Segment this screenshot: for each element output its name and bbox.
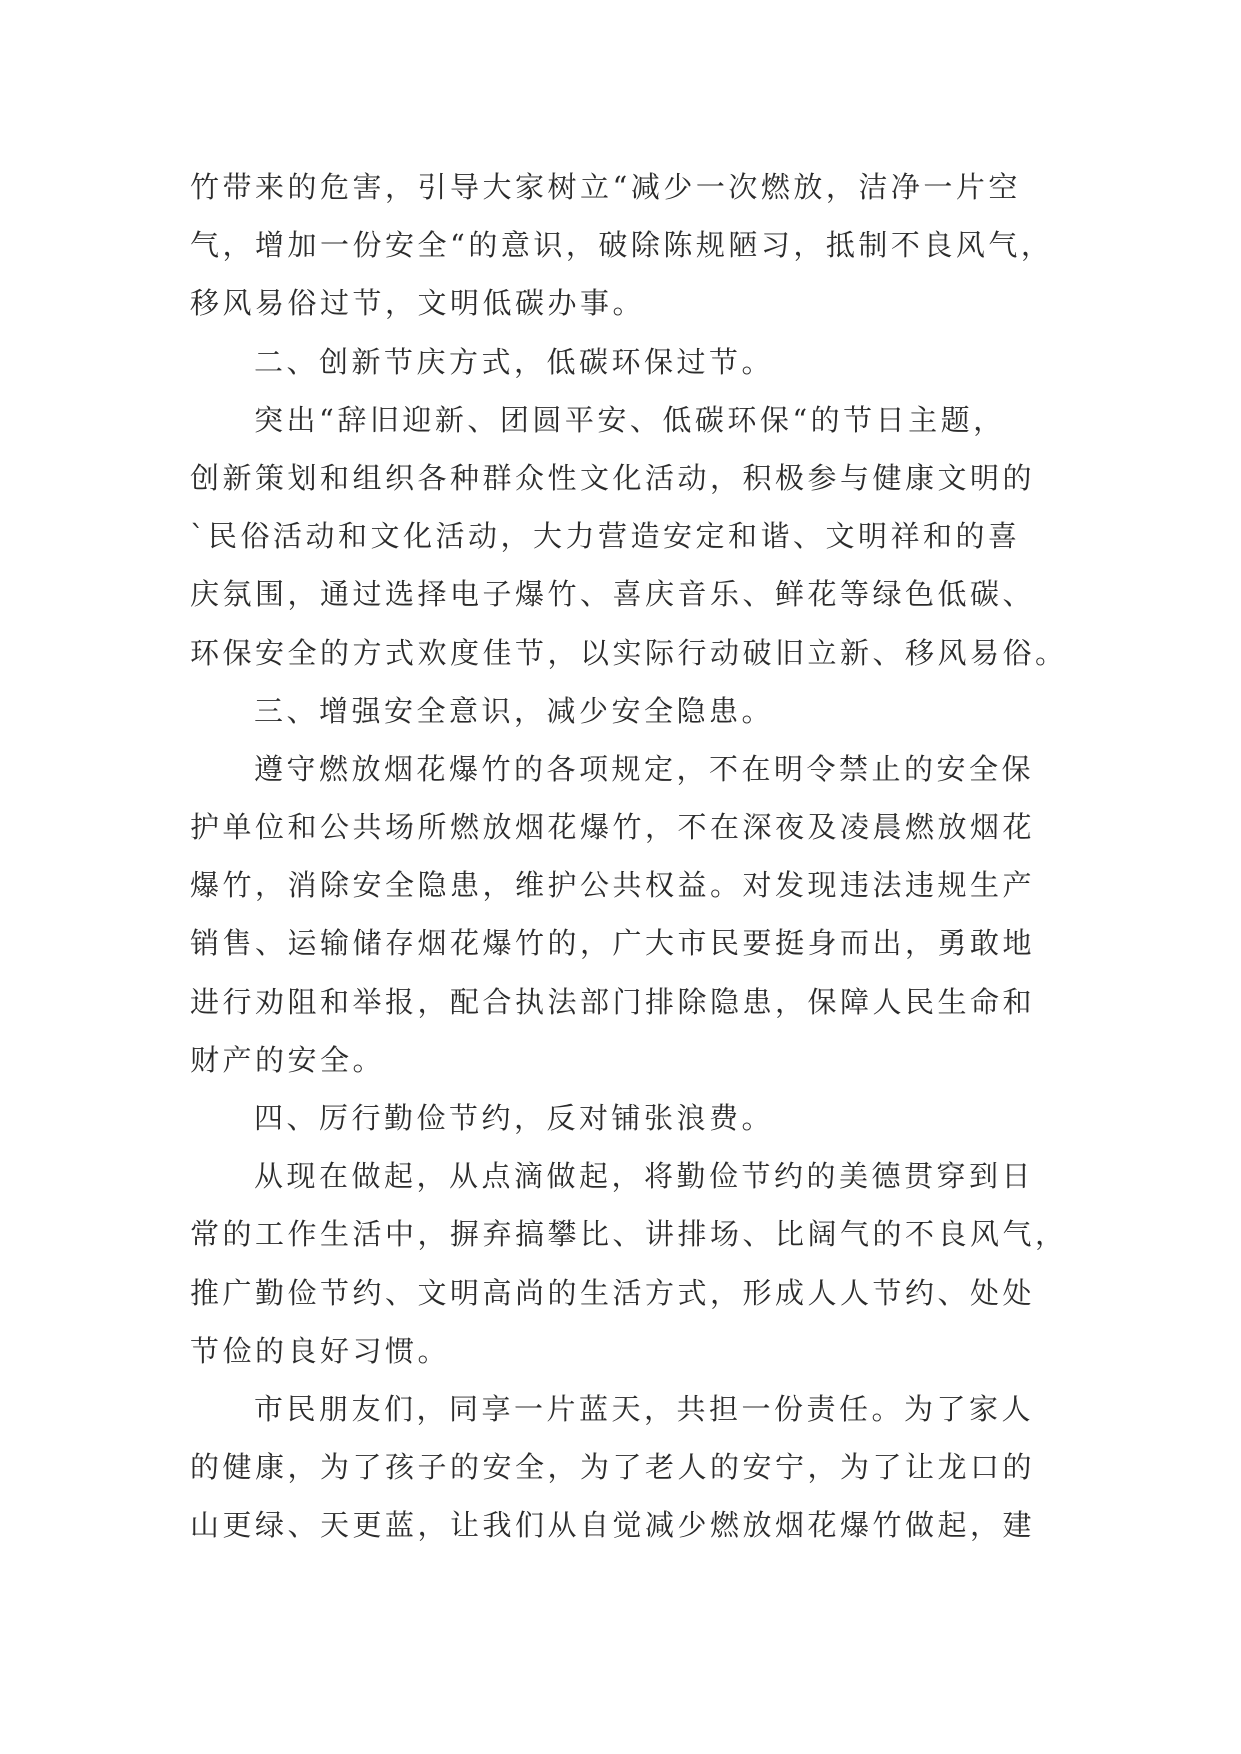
text-line: 移风易俗过节，文明低碳办事。 [190,286,646,321]
text-line: 二、创新节庆方式，低碳环保过节。 [254,344,775,379]
text-line: 爆竹，消除安全隐患，维护公共权益。对发现违法违规生产 [190,868,1036,903]
text-line: 市民朋友们，同享一片蓝天，共担一份责任。为了家人 [254,1391,1035,1426]
text-line: 推广勤俭节约、文明高尚的生活方式，形成人人节约、处处 [190,1275,1036,1310]
text-line: 常的工作生活中，摒弃搞攀比、讲排场、比阔气的不良风气， [190,1217,1068,1252]
text-line: 庆氛围，通过选择电子爆竹、喜庆音乐、鲜花等绿色低碳、 [190,577,1036,612]
text-line: 四、厉行勤俭节约，反对铺张浪费。 [254,1101,775,1135]
text-line: 销售、运输储存烟花爆竹的，广大市民要挺身而出，勇敢地 [190,926,1036,961]
text-line: 山更绿、天更蓝，让我们从自觉减少燃放烟花爆竹做起，建 [190,1508,1036,1543]
text-line: 气，增加一份安全“的意识，破除陈规陋习，抵制不良风气， [190,228,1054,263]
text-line: 创新策划和组织各种群众性文化活动，积极参与健康文明的 [190,460,1036,495]
document-body [190,158,1070,1555]
text-line: 遵守燃放烟花爆竹的各项规定，不在明令禁止的安全保 [254,751,1035,786]
text-line: `民俗活动和文化活动，大力营造安定和谐、文明祥和的喜 [190,519,1021,554]
text-line: 从现在做起，从点滴做起，将勤俭节约的美德贯穿到日 [254,1159,1035,1194]
text-line: 三、增强安全意识，减少安全隐患。 [254,693,775,728]
text-line: 的健康，为了孩子的安全，为了老人的安宁，为了让龙口的 [190,1450,1036,1485]
text-line: 环保安全的方式欢度佳节，以实际行动破旧立新、移风易俗。 [190,635,1068,670]
text-line: 财产的安全。 [190,1042,386,1077]
text-line: 护单位和公共场所燃放烟花爆竹，不在深夜及凌晨燃放烟花 [190,810,1036,845]
text-line: 进行劝阻和举报，配合执法部门排除隐患，保障人民生命和 [190,984,1036,1019]
text-line: 竹带来的危害，引导大家树立“减少一次燃放，洁净一片空 [190,170,1021,204]
text-line: 突出“辞旧迎新、团圆平安、低碳环保“的节日主题， [254,402,1006,437]
text-line: 节俭的良好习惯。 [190,1333,451,1368]
